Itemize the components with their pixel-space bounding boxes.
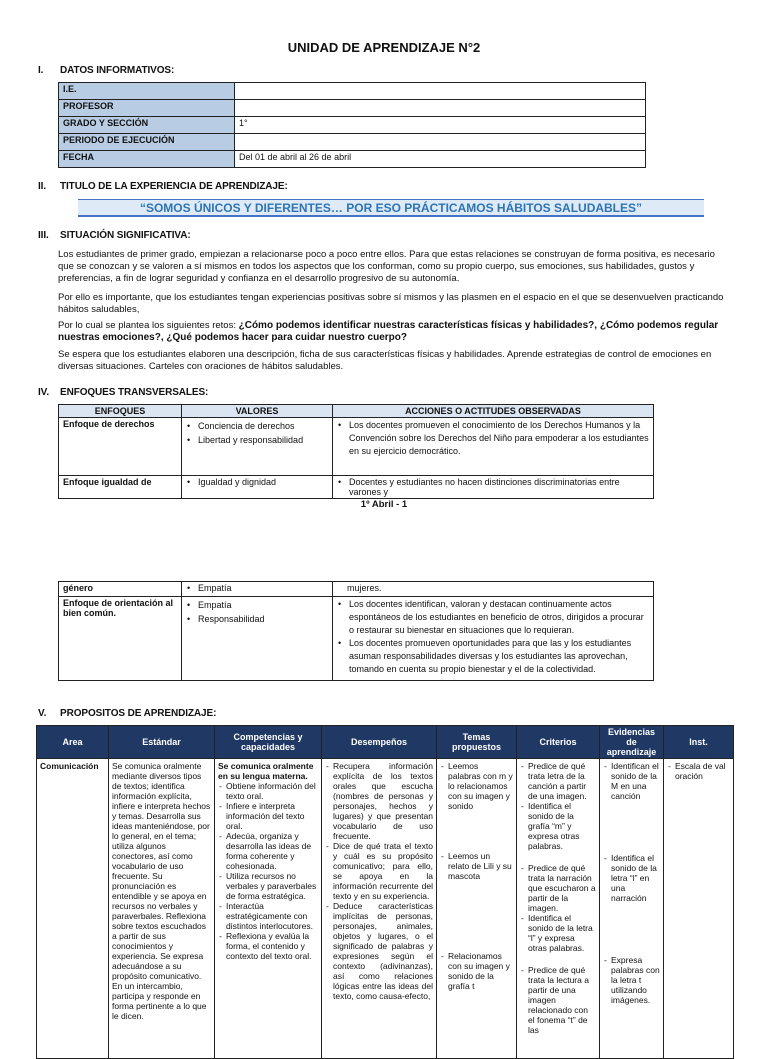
info-label: PROFESOR [59, 100, 235, 117]
info-label: PERIODO DE EJECUCIÓN [59, 134, 235, 151]
valores-cell: • Conciencia de derechos • Libertad y responsabilidad [182, 418, 333, 476]
acciones-cell: mujeres. [333, 582, 654, 597]
enfoques-table-continued [58, 581, 654, 681]
valores-cell: • Igualdad y dignidad [182, 476, 333, 499]
criterios-cell: - Predice de qué trata letra de la canción a partir de una imagen. - Identifica el sonido de la grafía “m” y expresa otras palabras. - Predice de qué trata la narración que escucharon a partir de la imagen. - Identifica el sonido de la letra “l” y expresa otras palabras. - Predice de qué trata la lectura a partir de una imagen relacionado con el fonema “t” de las [517, 759, 600, 1059]
col-header-temas: Temas propuestos [437, 726, 517, 759]
estandar-cell: Se comunica oralmente mediante diversos tipos de textos; identifica información explícita, infiere e interpreta hechos y temas. Desarrolla sus ideas manteniéndose, por lo general, en el tema; utiliza algunos conectores, así como vocabulario de uso frecuente. Su pronunciación es entendible y se apoya en recursos no verbales y paraverbales. Reflexiona sobre textos escuchados a partir de sus conocimientos y experiencia. Se expresa adecuándose a su propósito comunicativo. En un intercambio, participa y responde en forma pertinente a lo que le dicen. [109, 759, 215, 1059]
desempenos-cell: - Recupera información explícita de los textos orales que escucha (nombres de personas y personajes, hechos y lugares) y que presentan vocabulario de uso frecuente. - Dice de qué trata el texto y cuál es su propósito comunicativo; para ello, se apoya en la información recurrente del texto y en su experiencia. - Deduce características implícitas de personas, personajes, animales, objetos y lugares, o el significado de palabras y expresiones según el contexto (adivinanzas), así como relaciones lógicas entre las ideas del texto, como causa-efecto, [322, 759, 437, 1059]
info-value [235, 100, 646, 117]
enfoque-cell: Enfoque de derechos [59, 418, 182, 476]
inst-cell: - Escala de valoración [664, 759, 734, 1059]
acciones-cell: • Docentes y estudiantes no hacen distinciones discriminatorias entre varones y [333, 476, 654, 499]
situation-paragraph-2: Por ello es importante, que los estudiantes tengan experiencias positivas sobre sí mismos y las plasmen en el espacio en el que se desenvuelven practicando hábitos saludables, [58, 292, 724, 315]
info-value [235, 134, 646, 151]
area-cell: Comunicación [37, 759, 109, 1059]
temas-cell: - Leemos palabras con m y lo relacionamos con su imagen y sonido - Leemos un relato de Lili y su mascota - Relacionamos con su imagen y sonido de la grafía t [437, 759, 517, 1059]
col-header-estandar: Estándar [109, 726, 215, 759]
situation-paragraph-4: Se espera que los estudiantes elaboren una descripción, ficha de sus características físicas y habilidades. Aprende estrategias de control de emociones en diversas situaciones. Carteles con oraciones de hábitos saludables. [58, 349, 712, 372]
acciones-header: ACCIONES O ACTITUDES OBSERVADAS [333, 405, 654, 418]
enfoques-header: ENFOQUES [59, 405, 182, 418]
document-title: UNIDAD DE APRENDIZAJE N°2 [287, 40, 481, 55]
situation-paragraph-3: Por lo cual se plantea los siguientes retos: ¿Cómo podemos identificar nuestras características físicas y habilidades?, ¿Cómo podemos regular nuestras emociones?, ¿Qué podemos hacer para cuidar nuestro cuerpo? [58, 320, 719, 343]
competencias-cell: Se comunica oralmente en su lengua materna. - Obtiene información del texto oral. - Infiere e interpreta información del texto oral. - Adecúa, organiza y desarrolla las ideas de forma coherente y cohesionada. - Utiliza recursos no verbales y paraverbales de forma estratégica. - Interactúa estratégicamente con distintos interlocutores. - Reflexiona y evalúa la forma, el contenido y contexto del texto oral. [215, 759, 322, 1059]
section-heading-propositos: V. PROPOSITOS DE APRENDIZAJE: [38, 708, 217, 719]
info-label: FECHA [59, 151, 235, 168]
propositos-table [36, 725, 734, 1059]
col-header-criterios: Criterios [517, 726, 600, 759]
evidencias-cell: - Identifican el sonido de la M en una canción - Identifica el sonido de la letra “l” en una narración - Expresa palabras con la letra t utilizando imágenes. [600, 759, 664, 1059]
acciones-cell: • Los docentes promueven el conocimiento de los Derechos Humanos y la Convención sobre los Derechos del Niño para empoderar a los estudiantes en su ejercicio democrático. [333, 418, 654, 476]
col-header-area: Area [37, 726, 109, 759]
col-header-inst: Inst. [664, 726, 734, 759]
page-footer: 1º Abril - 1 [360, 499, 408, 510]
section-heading-titulo: II. TITULO DE LA EXPERIENCIA DE APRENDIZAJE: [38, 181, 288, 192]
enfoque-cell: género [59, 582, 182, 597]
situation-paragraph-1: Los estudiantes de primer grado, empiezan a relacionarse poco a poco entre ellos. Para que estas relaciones se construyan de forma positiva, es necesario que se conozcan y se valoren a sí mismos en todos los aspectos que los conforman, como su propio cuerpo, sus emociones, sus habilidades, gustos y preferencias, a fin de lograr seguridad y confianza en el desarrollo progresivo de su autonomía. [58, 249, 715, 284]
col-header-competencias: Competencias y capacidades [215, 726, 322, 759]
experience-title: “SOMOS ÚNICOS Y DIFERENTES… POR ESO PRÁCTICAMOS HÁBITOS SALUDABLES” [78, 199, 704, 217]
info-table [58, 82, 646, 168]
info-label: I.E. [59, 83, 235, 100]
info-label: GRADO Y SECCIÓN [59, 117, 235, 134]
section-heading-enfoques: IV. ENFOQUES TRANSVERSALES: [38, 387, 209, 398]
enfoques-table [58, 404, 654, 499]
info-value: 1° [235, 117, 646, 134]
info-value [235, 83, 646, 100]
acciones-cell: • Los docentes identifican, valoran y destacan continuamente actos espontáneos de los estudiantes en beneficio de otros, dirigidos a procurar o restaurar su bienestar en situaciones que lo requieran. • Los docentes promueven oportunidades para que las y los estudiantes asuman responsabilidades diversas y los estudiantes las aprovechan, tomando en cuenta su propio bienestar y el de la colectividad. [333, 597, 654, 681]
section-heading-datos: I. DATOS INFORMATIVOS: [38, 65, 175, 76]
section-heading-situacion: III. SITUACIÓN SIGNIFICATIVA: [38, 230, 191, 241]
valores-cell: • Empatía • Responsabilidad [182, 597, 333, 681]
valores-cell: • Empatía [182, 582, 333, 597]
info-value: Del 01 de abril al 26 de abril [235, 151, 646, 168]
enfoque-cell: Enfoque de orientación al bien común. [59, 597, 182, 681]
col-header-desempenos: Desempeños [322, 726, 437, 759]
enfoque-cell: Enfoque igualdad de [59, 476, 182, 499]
valores-header: VALORES [182, 405, 333, 418]
col-header-evidencias: Evidencias de aprendizaje [600, 726, 664, 759]
